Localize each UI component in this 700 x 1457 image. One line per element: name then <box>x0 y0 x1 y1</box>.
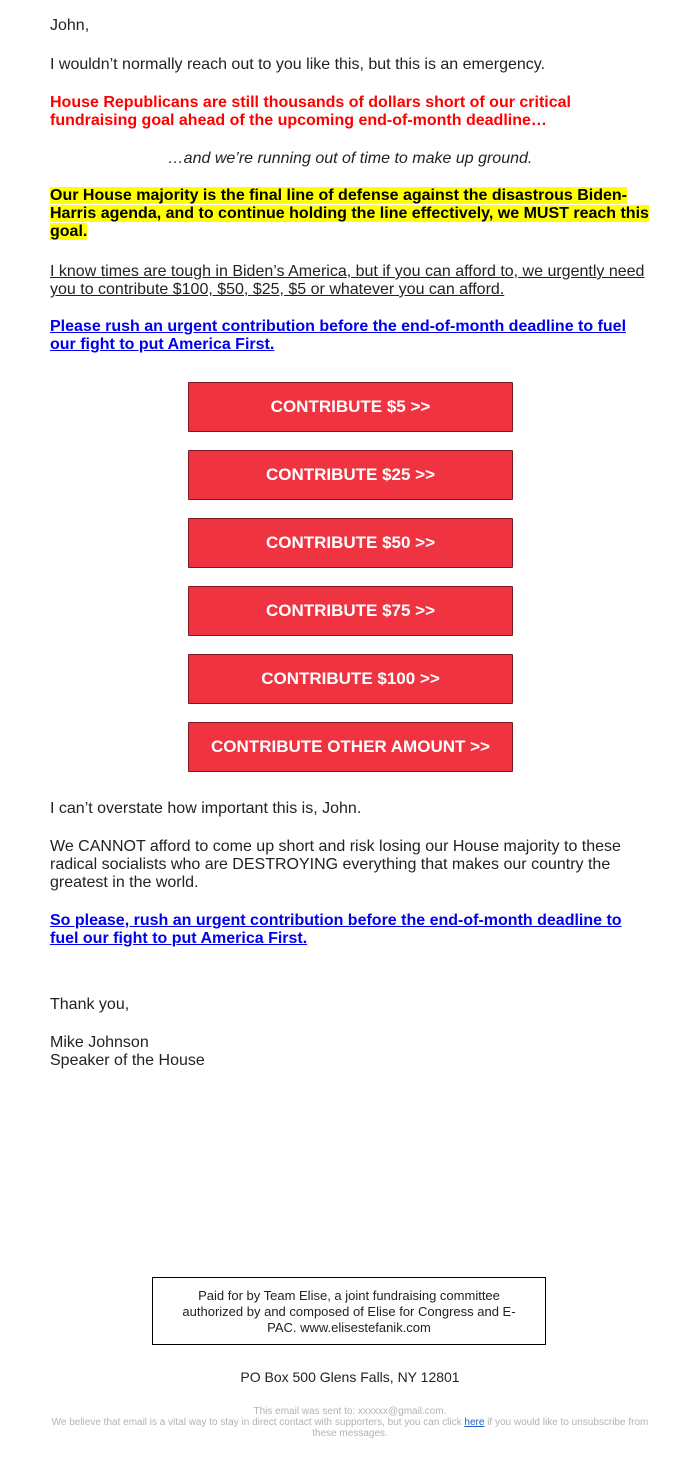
highlight-paragraph <box>50 187 650 241</box>
paid-for-disclaimer: Paid for by Team Elise, a joint fundraising committee authorized by and composed of Elise for Congress and E-PAC. www.elisestefanik.com <box>152 1277 546 1345</box>
greeting: John, <box>50 17 90 34</box>
after-paragraph-2: We CANNOT afford to come up short and risk losing our House majority to these radical socialists who are DESTROYING everything that makes our country the greatest in the world. <box>50 838 621 891</box>
link-paragraph-1 <box>50 318 650 354</box>
unsubscribe-notice <box>50 1417 650 1439</box>
red-alert-paragraph: House Republicans are still thousands of dollars short of our critical fundraising goal ahead of the upcoming end-of-month deadline… <box>50 94 571 129</box>
italic-line: …and we’re running out of time to make up ground. <box>167 150 533 167</box>
unsubscribe-link[interactable]: here <box>464 1417 485 1428</box>
contribution-link-1[interactable]: Please rush an urgent contribution before the end-of-month deadline to fuel our fight to put America First. <box>50 318 627 353</box>
after-paragraph-1: I can’t overstate how important this is, John. <box>50 800 362 817</box>
unsubscribe-text-after: if you would like to unsubscribe from these messages. <box>312 1417 649 1439</box>
signature-name: Mike Johnson <box>50 1034 149 1051</box>
mailing-address: PO Box 500 Glens Falls, NY 12801 <box>240 1369 460 1385</box>
contribute-100-button[interactable]: CONTRIBUTE $100 >> <box>188 654 513 704</box>
signature-title: Speaker of the House <box>50 1052 205 1069</box>
highlight-text: Our House majority is the final line of defense against the disastrous Biden-Harris agenda, and to continue holding the line effectively, we MUST reach this goal. <box>50 187 649 240</box>
contribute-5-button[interactable]: CONTRIBUTE $5 >> <box>188 382 513 432</box>
contribute-75-button[interactable]: CONTRIBUTE $75 >> <box>188 586 513 636</box>
contribution-link-2[interactable]: So please, rush an urgent contribution before the end-of-month deadline to fuel our fight to put America First. <box>50 912 622 947</box>
unsubscribe-text-before: We believe that email is a vital way to stay in direct contact with supporters, but you can click <box>51 1417 462 1428</box>
contribute-other-amount-button[interactable]: CONTRIBUTE OTHER AMOUNT >> <box>188 722 513 772</box>
sent-to-notice: This email was sent to: xxxxxx@gmail.com. <box>253 1406 447 1417</box>
underlined-paragraph: I know times are tough in Biden’s America, but if you can afford to, we urgently need you to contribute $100, $50, $25, $5 or whatever you can afford. <box>50 263 645 298</box>
contribute-25-button[interactable]: CONTRIBUTE $25 >> <box>188 450 513 500</box>
intro-paragraph: I wouldn’t normally reach out to you like this, but this is an emergency. <box>50 56 546 73</box>
thanks-line: Thank you, <box>50 996 130 1013</box>
contribute-50-button[interactable]: CONTRIBUTE $50 >> <box>188 518 513 568</box>
link-paragraph-2 <box>50 912 650 948</box>
